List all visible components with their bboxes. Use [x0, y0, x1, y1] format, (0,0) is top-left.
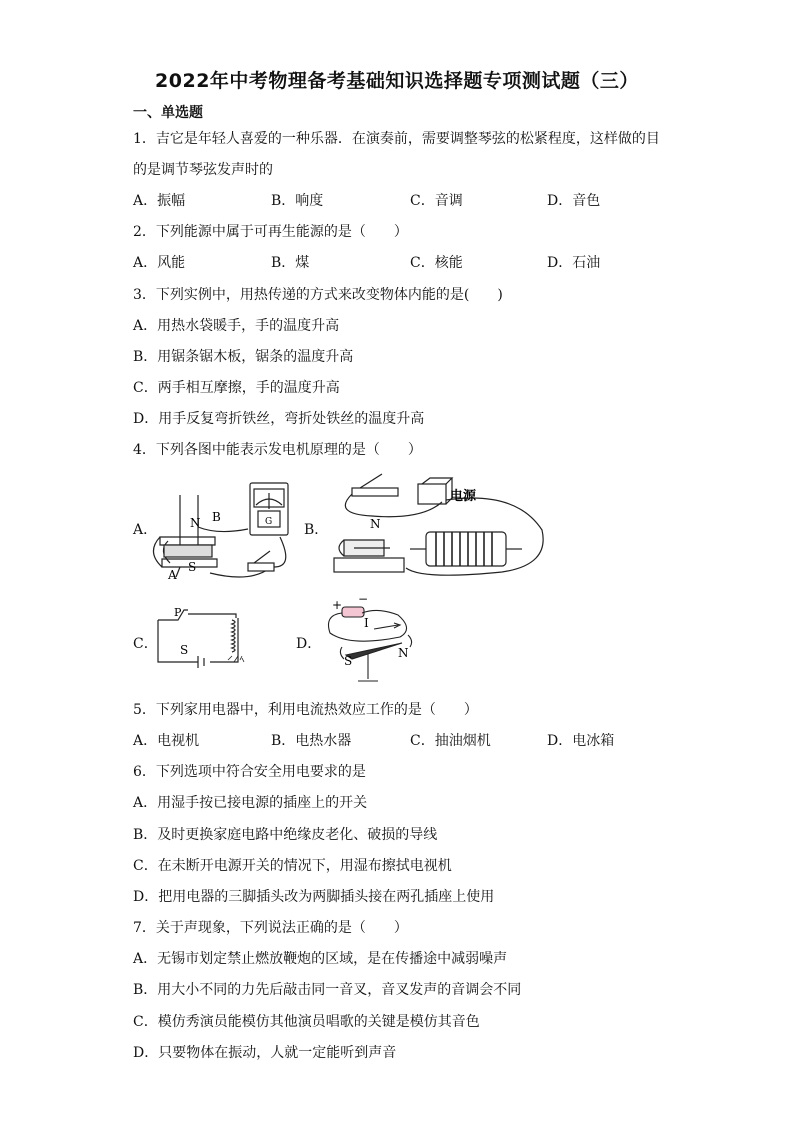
q5-option-a[interactable]: A．电视机: [133, 733, 200, 749]
figure-a-generator-diagram: [150, 475, 310, 585]
q3-option-a[interactable]: A．用热水袋暖手，手的温度升高: [133, 318, 340, 334]
figure-c-label-s: S: [180, 643, 189, 657]
figure-a-label-b: B: [212, 510, 221, 524]
figure-b-motor-diagram: [330, 470, 550, 580]
q2-option-c[interactable]: C．核能: [410, 255, 463, 271]
figure-a-label-a: A: [168, 568, 177, 582]
q7-stem: 7．关于声现象，下列说法正确的是（ ）: [133, 920, 408, 936]
figure-d-label-plus: +: [332, 598, 343, 612]
figure-d-oersted-diagram: [322, 595, 432, 685]
q4-option-c-label[interactable]: C．: [133, 636, 158, 652]
q6-option-a[interactable]: A．用湿手按已接电源的插座上的开关: [133, 795, 368, 811]
q7-option-d[interactable]: D．只要物体在振动，人就一定能听到声音: [133, 1045, 397, 1061]
figure-b-label-n: N: [370, 517, 381, 531]
q4-option-b-label[interactable]: B．: [304, 522, 329, 538]
q1-option-b[interactable]: B．响度: [271, 193, 324, 209]
page-title: 2022年中考物理备考基础知识选择题专项测试题（三）: [155, 70, 639, 92]
figure-b-power-label: 电源: [450, 489, 477, 504]
q7-option-b[interactable]: B．用大小不同的力先后敲击同一音叉，音叉发声的音调会不同: [133, 982, 522, 998]
figure-d-label-n: N: [398, 646, 409, 660]
q4-stem: 4．下列各图中能表示发电机原理的是（ ）: [133, 442, 422, 458]
figure-c-label-p: P: [174, 606, 182, 619]
q6-option-b[interactable]: B．及时更换家庭电路中绝缘皮老化、破损的导线: [133, 827, 438, 843]
q7-option-c[interactable]: C．模仿秀演员能模仿其他演员唱歌的关键是模仿其音色: [133, 1014, 480, 1030]
q7-option-a[interactable]: A．无锡市划定禁止燃放鞭炮的区域，是在传播途中减弱噪声: [133, 951, 508, 967]
q1-stem-line1: 1．吉它是年轻人喜爱的一种乐器．在演奏前，需要调整琴弦的松紧程度，这样做的目: [133, 131, 660, 147]
q5-option-b[interactable]: B．电热水器: [271, 733, 352, 749]
q2-stem: 2．下列能源中属于可再生能源的是（ ）: [133, 224, 408, 240]
q3-option-b[interactable]: B．用锯条锯木板，锯条的温度升高: [133, 349, 354, 365]
q3-option-c[interactable]: C．两手相互摩擦，手的温度升高: [133, 380, 340, 396]
q4-option-d-label[interactable]: D．: [296, 636, 322, 652]
q6-stem: 6．下列选项中符合安全用电要求的是: [133, 764, 366, 780]
q3-option-d[interactable]: D．用手反复弯折铁丝，弯折处铁丝的温度升高: [133, 411, 425, 427]
q1-option-a[interactable]: A．振幅: [133, 193, 186, 209]
figure-d-label-minus: −: [358, 595, 369, 606]
q4-option-a-label[interactable]: A．: [133, 522, 158, 538]
q5-option-c[interactable]: C．抽油烟机: [410, 733, 491, 749]
q6-option-d[interactable]: D．把用电器的三脚插头改为两脚插头接在两孔插座上使用: [133, 889, 495, 905]
figure-a-label-s: S: [188, 560, 197, 574]
q1-option-c[interactable]: C．音调: [410, 193, 463, 209]
section-heading: 一、单选题: [133, 105, 203, 121]
q1-stem-line2: 的是调节琴弦发声时的: [133, 162, 273, 178]
q6-option-c[interactable]: C．在未断开电源开关的情况下，用湿布擦拭电视机: [133, 858, 452, 874]
figure-c-electromagnet-diagram: [148, 600, 258, 672]
figure-d-label-i: I: [364, 616, 369, 630]
q2-option-b[interactable]: B．煤: [271, 255, 310, 271]
q1-option-d[interactable]: D．音色: [547, 193, 601, 209]
figure-a-label-n: N: [190, 516, 201, 530]
q5-stem: 5．下列家用电器中，利用电流热效应工作的是（ ）: [133, 702, 478, 718]
figure-a-meter-label: G: [265, 517, 273, 527]
q3-stem: 3．下列实例中，用热传递的方式来改变物体内能的是( ): [133, 287, 503, 303]
figure-d-label-s: S: [344, 654, 353, 668]
q2-option-a[interactable]: A．风能: [133, 255, 186, 271]
q2-option-d[interactable]: D．石油: [547, 255, 601, 271]
q5-option-d[interactable]: D．电冰箱: [547, 733, 615, 749]
